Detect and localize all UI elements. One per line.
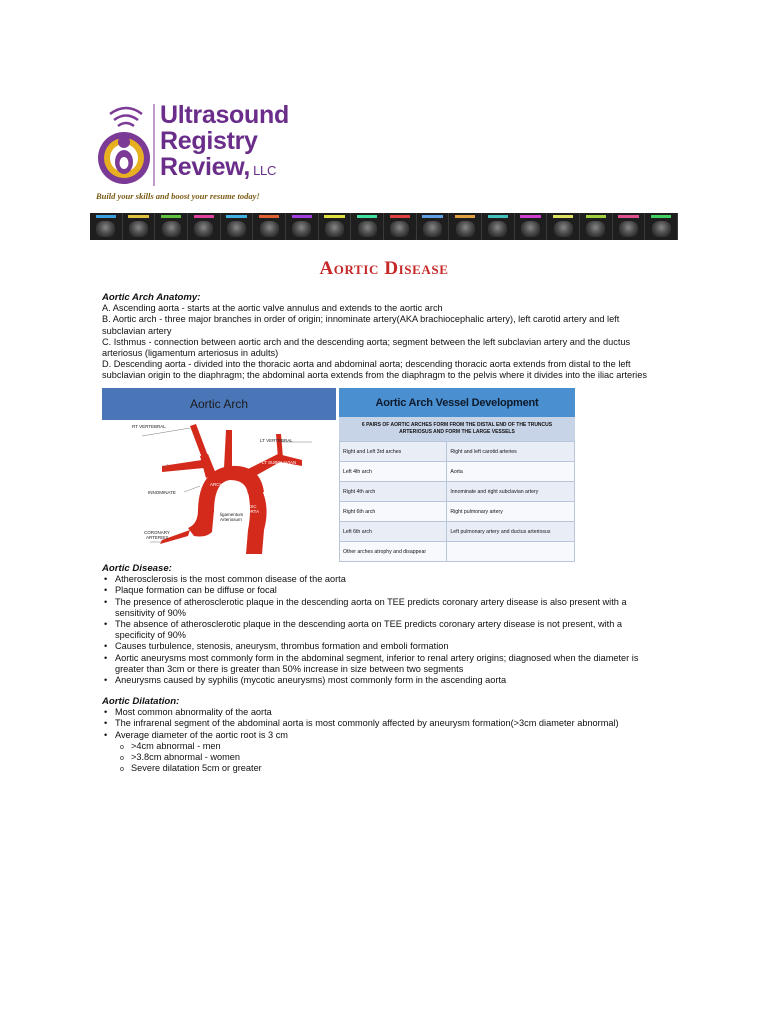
list-item: • The infrarenal segment of the abdominal aorta is most commonly affected by aneurysm formation(>3cm diameter abnormal): [115, 718, 662, 729]
ultrasound-scan-image: [260, 221, 279, 237]
list-item: • Plaque formation can be diffuse or focal: [115, 585, 662, 596]
ultrasound-scan-image: [358, 221, 377, 237]
dilatation-sublist: [115, 741, 662, 775]
brand-line-2: Registry: [160, 127, 258, 155]
ultrasound-scan-image: [390, 221, 409, 237]
label-ligamentum: ligamentum: [220, 512, 244, 517]
ultrasound-thumbnail: [253, 213, 286, 240]
label-arch: ARCH: [210, 482, 223, 487]
dilatation-section: [102, 696, 662, 774]
company-logo: [94, 100, 334, 192]
sub-list-item: o Severe dilatation 5cm or greater: [131, 763, 662, 774]
table-cell: Right and left carotid arteries: [447, 442, 575, 462]
table-cell: [447, 542, 575, 562]
brand-name: [160, 102, 350, 184]
ultrasound-scan-image: [96, 221, 115, 237]
vessel-development-subtitle: 6 PAIRS OF AORTIC ARCHES FORM FROM THE DISTAL END OF THE TRUNCUS ARTERIOSUS AND FORM THE LARGE VESSELS: [339, 417, 575, 441]
thumbnail-color-tab: [618, 215, 638, 218]
ultrasound-thumbnail: [123, 213, 156, 240]
ultrasound-scan-image: [129, 221, 148, 237]
vessel-development-title: Aortic Arch Vessel Development: [339, 388, 575, 417]
thumbnail-color-tab: [586, 215, 606, 218]
thumbnail-color-tab: [194, 215, 214, 218]
ultrasound-thumbnail: [221, 213, 254, 240]
thumbnail-color-tab: [324, 215, 344, 218]
list-item: [115, 730, 662, 775]
table-cell: Right and Left 3rd arches: [340, 442, 447, 462]
label-desc-aorta: DESC AORTA: [244, 504, 260, 514]
thumbnail-color-tab: [96, 215, 116, 218]
thumbnail-color-tab: [259, 215, 279, 218]
ultrasound-scan-image: [488, 221, 507, 237]
label-innominate: INNOMINATE: [148, 490, 176, 495]
table-row: [340, 522, 575, 542]
dilatation-heading: Aortic Dilatation:: [102, 696, 180, 707]
ultrasound-scan-image: [652, 221, 671, 237]
thumbnail-color-tab: [520, 215, 540, 218]
list-item: • Most common abnormality of the aorta: [115, 707, 662, 718]
label-coronary: CORONARY: [144, 530, 170, 535]
label-lt-subclavian: LT SUBCLAVIAN: [262, 460, 297, 465]
brand-line-1: Ultrasound: [160, 101, 289, 129]
ultrasound-scan-image: [325, 221, 344, 237]
ultrasound-thumbnail: [286, 213, 319, 240]
label-asc-aorta: ASC AORTA: [166, 502, 182, 512]
ultrasound-thumbnail: [645, 213, 678, 240]
anatomy-line-a: A. Ascending aorta - starts at the aortic valve annulus and extends to the aortic arch: [102, 303, 443, 314]
sub-list-item: o >3.8cm abnormal - women: [131, 752, 662, 763]
aortic-arch-illustration: [102, 420, 336, 554]
disease-section: [102, 563, 662, 686]
ultrasound-scan-image: [292, 221, 311, 237]
list-item: • Causes turbulence, stenosis, aneurysm, thrombus formation and emboli formation: [115, 641, 662, 652]
table-cell: Innominate and right subclavian artery: [447, 482, 575, 502]
sub-list-item: o >4cm abnormal - men: [131, 741, 662, 752]
anatomy-line-d: D. Descending aorta - divided into the thoracic aorta and abdominal aorta; descending thoracic aorta extends from distal to the left subclavian origin to the diaphragm; the abdominal aorta extends from the diaphragm to the pelvis where it divides into the iliac arteries: [102, 359, 647, 381]
table-cell: Left 4th arch: [340, 462, 447, 482]
table-row: [340, 482, 575, 502]
ultrasound-thumbnail: [351, 213, 384, 240]
table-cell: Aorta: [447, 462, 575, 482]
disease-heading: Aortic Disease:: [102, 563, 172, 574]
table-cell: Right 6th arch: [340, 502, 447, 522]
tagline: Build your skills and boost your resume today!: [96, 191, 260, 201]
list-item: • The absence of atherosclerotic plaque in the descending aorta on TEE predicts coronary artery disease is not present, with a specificity of 90%: [115, 619, 662, 641]
list-item: • The presence of atherosclerotic plaque in the descending aorta on TEE predicts coronary artery disease is also present with a sensitivity of 90%: [115, 597, 662, 619]
ultrasound-thumbnail: [482, 213, 515, 240]
ultrasound-scan-image: [227, 221, 246, 237]
brand-line-3-text: Review,: [160, 153, 251, 181]
ultrasound-thumbnail: [449, 213, 482, 240]
table-cell: Other arches atrophy and disappear: [340, 542, 447, 562]
dilatation-list: [102, 707, 662, 774]
ultrasound-thumbnail: [515, 213, 548, 240]
ultrasound-thumbnail: [547, 213, 580, 240]
anatomy-line-c: C. Isthmus - connection between aortic arch and the descending aorta; segment between the left subclavian artery and the ductus arteriosus (ligamentum arteriosus in adults): [102, 336, 631, 359]
thumbnail-color-tab: [390, 215, 410, 218]
thumbnail-color-tab: [226, 215, 246, 218]
thumbnail-color-tab: [292, 215, 312, 218]
list-item: • Aneurysms caused by syphilis (mycotic aneurysms) most commonly form in the ascending aorta: [115, 675, 662, 686]
anatomy-section: [102, 292, 662, 382]
ultrasound-thumbnail: [188, 213, 221, 240]
ultrasound-scan-image: [619, 221, 638, 237]
thumbnail-color-tab: [422, 215, 442, 218]
table-row: [340, 502, 575, 522]
ultrasound-scan-image: [162, 221, 181, 237]
thumbnail-color-tab: [455, 215, 475, 218]
ultrasound-scan-image: [554, 221, 573, 237]
vessel-development-table: [339, 388, 575, 555]
list-item-text: Average diameter of the aortic root is 3 cm: [115, 729, 288, 740]
label-rt-subclavian: RT SUBCLAVIAN: [136, 460, 172, 465]
ultrasound-thumbnail: [90, 213, 123, 240]
ultrasound-thumbnail: [580, 213, 613, 240]
table-row: [340, 462, 575, 482]
page-title: Aortic Disease: [319, 258, 449, 279]
table-row: [340, 442, 575, 462]
logo-mark-icon: [94, 100, 158, 190]
ultrasound-banner: [90, 213, 678, 240]
ultrasound-thumbnail: [155, 213, 188, 240]
thumbnail-color-tab: [651, 215, 671, 218]
brand-suffix: LLC: [253, 163, 277, 178]
ultrasound-scan-image: [521, 221, 540, 237]
list-item: • Atherosclerosis is the most common disease of the aorta: [115, 574, 662, 585]
anatomy-line-b: B. Aortic arch - three major branches in order of origin; innominate artery(AKA brachiocephalic artery), left carotid artery and left subclavian artery: [102, 314, 620, 336]
thumbnail-color-tab: [128, 215, 148, 218]
disease-list: [102, 574, 662, 686]
label-lt-vertebral: LT VERTEBRAL: [260, 438, 293, 443]
development-table: [339, 441, 575, 562]
list-item: • Aortic aneurysms most commonly form in the abdominal segment, inferior to renal artery origins; diagnosed when the diameter is greater than 3cm or there is greater than 50% increase in size between two segments: [115, 653, 662, 675]
anatomy-heading: Aortic Arch Anatomy:: [102, 292, 201, 303]
thumbnail-color-tab: [161, 215, 181, 218]
thumbnail-color-tab: [357, 215, 377, 218]
label-rt-vertebral: RT VERTEBRAL: [132, 424, 166, 429]
aortic-arch-figure: [102, 388, 336, 554]
ultrasound-thumbnail: [417, 213, 450, 240]
table-cell: Left 6th arch: [340, 522, 447, 542]
ultrasound-scan-image: [423, 221, 442, 237]
table-cell: Right pulmonary artery: [447, 502, 575, 522]
brand-line-3: [160, 154, 350, 184]
label-arteries: ARTERIES: [146, 535, 169, 540]
table-cell: Right 4th arch: [340, 482, 447, 502]
thumbnail-color-tab: [553, 215, 573, 218]
table-cell: Left pulmonary artery and ductus arteriosus: [447, 522, 575, 542]
ultrasound-thumbnail: [613, 213, 646, 240]
ultrasound-scan-image: [586, 221, 605, 237]
ultrasound-scan-image: [456, 221, 475, 237]
thumbnail-color-tab: [488, 215, 508, 218]
ultrasound-thumbnail: [384, 213, 417, 240]
ultrasound-thumbnail: [319, 213, 352, 240]
aortic-arch-figure-title: Aortic Arch: [102, 388, 336, 420]
ultrasound-scan-image: [194, 221, 213, 237]
label-arteriosum: Arteriosum: [220, 517, 242, 522]
table-row: [340, 542, 575, 562]
